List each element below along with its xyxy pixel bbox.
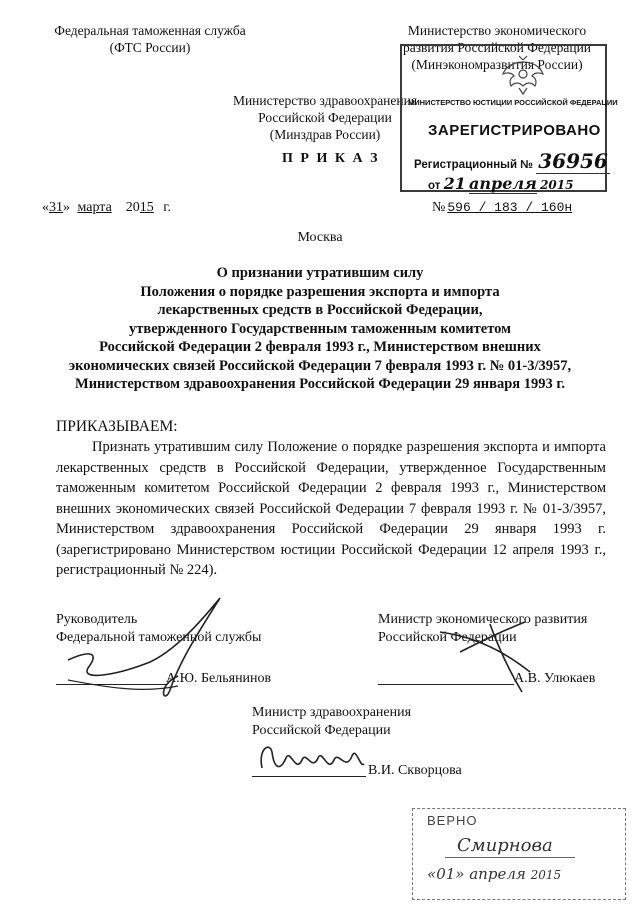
- health-ministry-name-1: Министерство здравоохранения: [232, 93, 418, 108]
- registration-stamp: [400, 44, 618, 193]
- date-month: марта: [77, 200, 112, 215]
- economy-position-line-2: Российской Федерации: [378, 629, 517, 645]
- date-close-quote: »: [63, 200, 70, 215]
- cert-stamp-signature: Смирнова: [457, 835, 553, 856]
- customs-position-line-1: Руководитель: [56, 612, 138, 627]
- date-day: 31: [49, 200, 63, 215]
- cert-stamp-underline: [445, 857, 575, 858]
- title-line-7: Министерством здравоохранения Российской Федерации 29 января 1993 г.: [75, 376, 565, 392]
- stamp-date-day: 21: [443, 174, 466, 193]
- stamp-date-line: [428, 174, 573, 193]
- economy-ministry-name-2: развития Российской Федерации: [402, 40, 592, 55]
- stamp-reg-number: 36956: [538, 149, 608, 173]
- health-ministry-name-2: Российской Федерации: [258, 110, 392, 125]
- date-year-suffix: 15: [139, 200, 154, 215]
- number-value: 596 / 183 / 160н: [447, 200, 573, 215]
- cert-stamp-date: «01» апреля 2015: [427, 865, 562, 883]
- health-ministry-abbr: (Минздрав России): [269, 127, 381, 142]
- stamp-date-prefix: от: [428, 180, 441, 192]
- date-open-quote: «: [42, 200, 49, 215]
- customs-signature-scribble: [60, 590, 240, 710]
- economy-ministry-name-1: Министерство экономического: [407, 23, 587, 38]
- order-number: [432, 200, 572, 216]
- stamp-date-month: апреля: [469, 174, 537, 193]
- customs-position-line-2: Федеральной таможенной службы: [56, 629, 262, 645]
- certification-stamp: [412, 808, 626, 900]
- title-line-1: О признании утратившим силу: [216, 265, 424, 281]
- health-signatory-name: В.И. Скворцова: [368, 763, 462, 778]
- city: Москва: [297, 230, 343, 245]
- order-title: [20, 264, 620, 394]
- economy-signature-scribble: [430, 612, 560, 697]
- cert-stamp-header: ВЕРНО: [427, 813, 478, 828]
- title-line-5: Российской Федерации 2 февраля 1993 г., Министерством внешних: [99, 339, 541, 355]
- order-word: ПРИКАЗЫВАЕМ:: [56, 418, 178, 435]
- ftc-header: [30, 22, 270, 56]
- date-year-unit: г.: [163, 200, 171, 215]
- order-date: [42, 200, 171, 216]
- health-signature-scribble: [256, 738, 368, 784]
- body-paragraph: Признать утратившим силу Положение о порядке разрешения экспорта и импорта лекарственных средств в Российской Федерации, утвержденное Государственным таможенным комитетом Российской Федерации 2 февраля 1993 г., Министерством внешних экономических связей Российской Федерации 7 февраля 1993 г. № 01-3/3957, Министерством здравоохранения Российской Федерации 29 января 1993 г. (зарегистрировано Министерством юстиции Российской Федерации 12 апреля 1993 г., регистрационный № 224).: [56, 439, 606, 578]
- ftc-name: Федеральная таможенная служба: [54, 23, 246, 38]
- title-line-4: утвержденного Государственным таможенным комитетом: [129, 320, 511, 337]
- ftc-abbr: (ФТС России): [109, 40, 191, 55]
- eagle-emblem-icon: [500, 54, 546, 96]
- title-line-3: лекарственных средств в Российской Федерации,: [157, 302, 483, 318]
- stamp-reg-label: Регистрационный №: [414, 159, 534, 171]
- health-signatory-position: [252, 704, 411, 739]
- customs-signatory-name: А.Ю. Бельянинов: [166, 671, 272, 686]
- stamp-reg-line: [414, 149, 610, 173]
- health-position-line-1: Министр здравоохранения: [252, 705, 412, 720]
- economy-position-line-1: Министр экономического развития: [378, 612, 588, 627]
- economy-ministry-abbr: (Минэкономразвития России): [411, 57, 583, 72]
- health-position-line-2: Российской Федерации: [252, 722, 391, 738]
- stamp-status: ЗАРЕГИСТРИРОВАНО: [428, 122, 601, 139]
- economy-signatory-name: А.В. Улюкаев: [514, 671, 596, 686]
- stamp-date-year: 2015: [540, 178, 574, 192]
- title-line-6: экономических связей Российской Федерации 7 февраля 1993 г. № 01-3/3957,: [68, 357, 572, 374]
- number-prefix: №: [432, 200, 446, 215]
- cert-stamp-year: 2015: [530, 868, 562, 882]
- title-line-2: Положения о порядке разрешения экспорта и импорта: [140, 283, 500, 300]
- cert-stamp-month: апреля: [469, 865, 526, 883]
- doc-type-heading: П Р И К А З: [282, 151, 380, 166]
- date-year-prefix: 20: [125, 200, 140, 215]
- cert-stamp-day: 01: [436, 865, 456, 883]
- stamp-org: МИНИСТЕРСТВО ЮСТИЦИИ РОССИЙСКОЙ ФЕДЕРАЦИИ: [408, 98, 618, 107]
